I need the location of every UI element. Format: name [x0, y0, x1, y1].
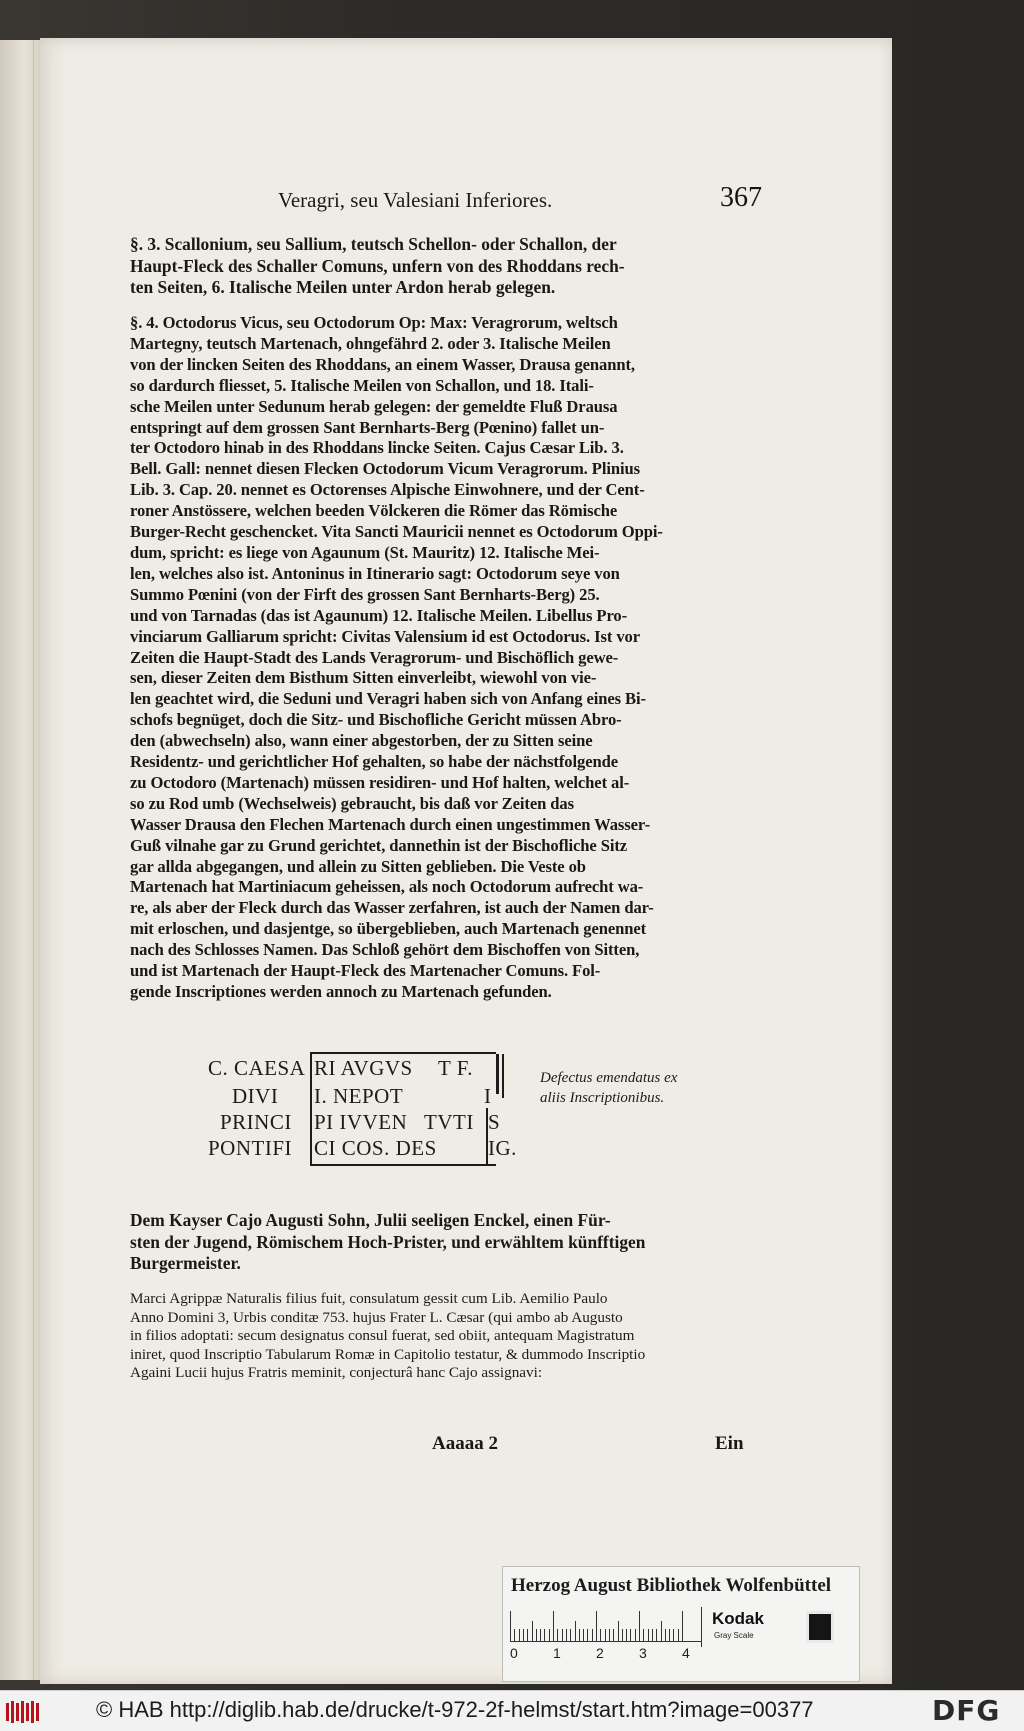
ruler-tick	[544, 1629, 545, 1641]
ruler-tick	[596, 1611, 597, 1641]
text-line: re, als aber der Fleck durch das Wasser zerfahren, ist auch der Namen dar-	[130, 898, 654, 918]
text-line: Zeiten die Haupt-Stadt des Lands Veragrorum- und Bischöflich gewe-	[130, 647, 619, 667]
ruler-tick	[553, 1611, 554, 1641]
inscription-frame	[502, 1054, 504, 1098]
ruler-number: 2	[596, 1645, 604, 1661]
text-line: Wasser Drausa den Flechen Martenach durch einen ungestimmen Wasser-	[130, 814, 650, 834]
inscription-text: PI IVVEN	[314, 1110, 408, 1134]
text-line: Lib. 3. Cap. 20. nennet es Octorenses Alpische Einwohnere, und der Cent-	[130, 480, 645, 500]
note-line: Defectus emendatus ex	[540, 1070, 678, 1086]
text-line: in filios adoptati: secum designatus consul fuerat, sed obiit, antequam Magistratum	[130, 1327, 635, 1345]
inscription-note	[540, 1068, 740, 1108]
ruler-tick	[609, 1629, 610, 1641]
black-swatch	[806, 1611, 834, 1643]
text-line: entspringt auf dem grossen Sant Bernharts-Berg (Pœnino) fallet un-	[130, 417, 605, 437]
text-line: ten Seiten, 6. Italische Meilen unter Ardon herab gelegen.	[130, 277, 556, 297]
text-line: so dardurch fliesset, 5. Italische Meilen von Schallon, und 18. Itali-	[130, 375, 594, 395]
section-4-paragraph	[130, 313, 770, 1003]
text-line: Burgermeister.	[130, 1253, 241, 1273]
ruler-tick	[635, 1629, 636, 1641]
text-line: iniret, quod Inscriptio Tabularum Romæ in Capitolio testatur, & dummodo Inscriptio	[130, 1345, 646, 1363]
ruler-number: 1	[553, 1645, 561, 1661]
book-page	[40, 38, 892, 1684]
ruler-tick	[587, 1629, 588, 1641]
ruler-number: 3	[639, 1645, 647, 1661]
ruler-tick	[519, 1629, 520, 1641]
ruler-tick	[557, 1629, 558, 1641]
ruler-tick	[643, 1629, 644, 1641]
text-line: so zu Rod umb (Wechselweis) gebraucht, bis daß vor Zeiten das	[130, 793, 574, 813]
ruler-tick	[570, 1629, 571, 1641]
ruler-number: 0	[510, 1645, 518, 1661]
text-line: Martegny, teutsch Martenach, ohngefährd 2. oder 3. Italische Meilen	[130, 333, 611, 353]
inscription-frame	[310, 1164, 496, 1166]
text-line: Residentz- und gerichtlicher Hof gehalten, so habe der nächstfolgende	[130, 752, 618, 772]
text-line: vinciarum Galliarum spricht: Civitas Valensium id est Octodorus. Ist vor	[130, 626, 640, 646]
text-line: Burger-Recht geschencket. Vita Sancti Mauricii nennet es Octodorum Oppi-	[130, 522, 663, 542]
ruler-tick	[652, 1629, 653, 1641]
inscription-text: IG.	[488, 1136, 517, 1160]
dfg-logo: DFG	[932, 1694, 1001, 1727]
inscription-text: T F.	[438, 1056, 473, 1080]
text-line: sen, dieser Zeiten dem Bisthum Sitten einverleibt, wiewohl von vie-	[130, 668, 597, 688]
text-line: ter Octodoro hinab in des Rhoddans lincke Seiten. Cajus Cæsar Lib. 3.	[130, 438, 624, 458]
inscription-text: C. CAESA	[208, 1056, 306, 1080]
ruler-tick	[510, 1611, 511, 1641]
hab-logo-icon	[4, 1699, 44, 1725]
text-line: den (abwechseln) also, wann einer abgestorben, der zu Sitten seine	[130, 731, 593, 751]
inscription-text: I	[484, 1084, 492, 1108]
text-line: von der lincken Seiten des Rhoddans, an einem Wasser, Drausa genannt,	[130, 354, 635, 374]
ruler-tick	[665, 1629, 666, 1641]
text-line: sten der Jugend, Römischem Hoch-Prister, und erwähltem künfftigen	[130, 1231, 646, 1252]
section-3-paragraph	[130, 234, 770, 299]
inscription-text: S	[488, 1110, 501, 1134]
kodak-gray-scale	[701, 1607, 852, 1647]
text-line: Martenach hat Martiniacum geheissen, als noch Octodorum aufrecht wa-	[130, 877, 644, 897]
text-line: gende Inscriptiones werden annoch zu Martenach gefunden.	[130, 982, 552, 1001]
ruler-numbers	[503, 1645, 703, 1665]
text-line: und ist Martenach der Haupt-Fleck des Martenacher Comuns. Fol-	[130, 961, 601, 981]
ruler-tick	[549, 1629, 550, 1641]
text-line: Marci Agrippæ Naturalis filius fuit, consulatum gessit cum Lib. Aemilio Paulo	[130, 1290, 608, 1307]
signature-mark: Aaaaa 2	[432, 1433, 498, 1454]
ruler-tick	[575, 1621, 576, 1641]
footer-url[interactable]: © HAB http://diglib.hab.de/drucke/t-972-2f-helmst/start.htm?image=00377	[96, 1697, 814, 1722]
viewer-footer	[0, 1690, 1024, 1731]
ruler-tick	[626, 1629, 627, 1641]
note-line: aliis Inscriptionibus.	[540, 1090, 665, 1106]
inscription-text: PONTIFI	[208, 1136, 293, 1160]
ruler-tick	[673, 1629, 674, 1641]
ruler-tick	[540, 1629, 541, 1641]
ruler-tick	[613, 1629, 614, 1641]
ruler-tick	[630, 1629, 631, 1641]
ruler-tick	[618, 1621, 619, 1641]
text-line: §. 3. Scallonium, seu Sallium, teutsch Schellon- oder Schallon, der	[130, 234, 617, 254]
ruler-tick	[566, 1629, 567, 1641]
inscription-text: RI AVGVS	[314, 1056, 413, 1080]
text-line: Bell. Gall: nennet diesen Flecken Octodorum Vicum Veragrorum. Plinius	[130, 459, 640, 479]
text-line: Anno Domini 3, Urbis conditæ 753. hujus Frater L. Cæsar (qui ambo ab Augusto	[130, 1308, 623, 1326]
text-line: roner Anstössere, welchen beeden Völckeren die Römer das Römische	[130, 501, 618, 521]
ruler-tick	[562, 1629, 563, 1641]
ruler-tick	[661, 1621, 662, 1641]
text-line: und von Tarnadas (das ist Agaunum) 12. Italische Meilen. Libellus Pro-	[130, 605, 628, 625]
text-line: gar allda abgegangen, und allein zu Sitten geblieben. Die Veste ob	[130, 856, 586, 876]
text-line: zu Octodoro (Martenach) müssen residiren- und Hof halten, welchet al-	[130, 772, 630, 792]
inscription-text: I. NEPOT	[314, 1084, 404, 1108]
text-line: Guß vilnahe gar zu Grund gerichtet, dannethin ist der Bischofliche Sitz	[130, 835, 628, 855]
inscription-frame	[496, 1054, 499, 1094]
left-page-edges	[0, 40, 41, 1680]
text-line: Summo Pœnini (von der Firft des grossen Sant Bernharts-Berg) 25.	[130, 584, 600, 604]
text-line: mit erloschen, und dasjentge, so übergeblieben, auch Martenach genennet	[130, 919, 647, 939]
text-line: Haupt-Fleck des Schaller Comuns, unfern von des Rhoddans rech-	[130, 255, 625, 276]
text-line: len geachtet wird, die Seduni und Veragri haben sich von Anfang eines Bi-	[130, 689, 646, 709]
gray-scale-label: Gray Scale	[714, 1631, 754, 1640]
scale-title: Herzog August Bibliothek Wolfenbüttel	[511, 1575, 832, 1596]
ruler-tick	[669, 1629, 670, 1641]
ruler-tick	[579, 1629, 580, 1641]
inscription-text: CI COS. DES	[314, 1136, 437, 1160]
ruler-tick	[622, 1629, 623, 1641]
text-line: schofs begnüget, doch die Sitz- und Bischofliche Gericht müssen Abro-	[130, 710, 622, 730]
text-line: len, welches also ist. Antoninus in Itinerario sagt: Octodorum seye von	[130, 563, 620, 583]
ruler-tick	[532, 1621, 533, 1641]
running-title: Veragri, seu Valesiani Inferiores.	[278, 188, 553, 212]
ruler-tick	[639, 1611, 640, 1641]
text-line: Againi Lucii hujus Fratris meminit, conjecturâ hanc Cajo assignavi:	[130, 1364, 543, 1382]
inscription-text: PRINCI	[220, 1110, 292, 1134]
text-line: Dem Kayser Cajo Augusti Sohn, Julii seeligen Enckel, einen Für-	[130, 1210, 611, 1230]
ruler-tick	[583, 1629, 584, 1641]
text-line: §. 4. Octodorus Vicus, seu Octodorum Op: Max: Veragrorum, weltsch	[130, 313, 618, 332]
ruler-tick	[600, 1629, 601, 1641]
ruler-tick	[648, 1629, 649, 1641]
ruler-tick	[682, 1611, 683, 1641]
ruler-tick	[523, 1629, 524, 1641]
color-scale-target	[502, 1566, 860, 1682]
running-head	[40, 182, 892, 228]
ruler-tick	[514, 1629, 515, 1641]
ruler-tick	[678, 1629, 679, 1641]
measurement-ruler	[510, 1607, 702, 1642]
inscription-frame	[310, 1054, 312, 1166]
text-line: dum, spricht: es liege von Agaunum (St. Mauritz) 12. Italische Mei-	[130, 542, 600, 562]
inscription-text: TVTI	[424, 1110, 474, 1134]
ruler-number: 4	[682, 1645, 690, 1661]
catchword: Ein	[715, 1433, 744, 1454]
ruler-tick	[605, 1629, 606, 1641]
text-line: sche Meilen unter Sedunum herab gelegen: der gemeldte Fluß Drausa	[130, 396, 618, 416]
inscription-frame	[310, 1052, 496, 1054]
ruler-tick	[592, 1629, 593, 1641]
roman-inscription	[200, 1048, 520, 1168]
latin-commentary	[130, 1290, 770, 1383]
page-number: 367	[720, 182, 762, 213]
text-line: nach des Schlosses Namen. Das Schloß gehört dem Bischoffen von Sitten,	[130, 940, 640, 960]
inscription-text: DIVI	[232, 1084, 279, 1108]
ruler-tick	[527, 1629, 528, 1641]
inscription-translation	[130, 1210, 770, 1275]
ruler-tick	[536, 1629, 537, 1641]
ruler-tick	[656, 1629, 657, 1641]
kodak-label: Kodak	[712, 1609, 764, 1628]
